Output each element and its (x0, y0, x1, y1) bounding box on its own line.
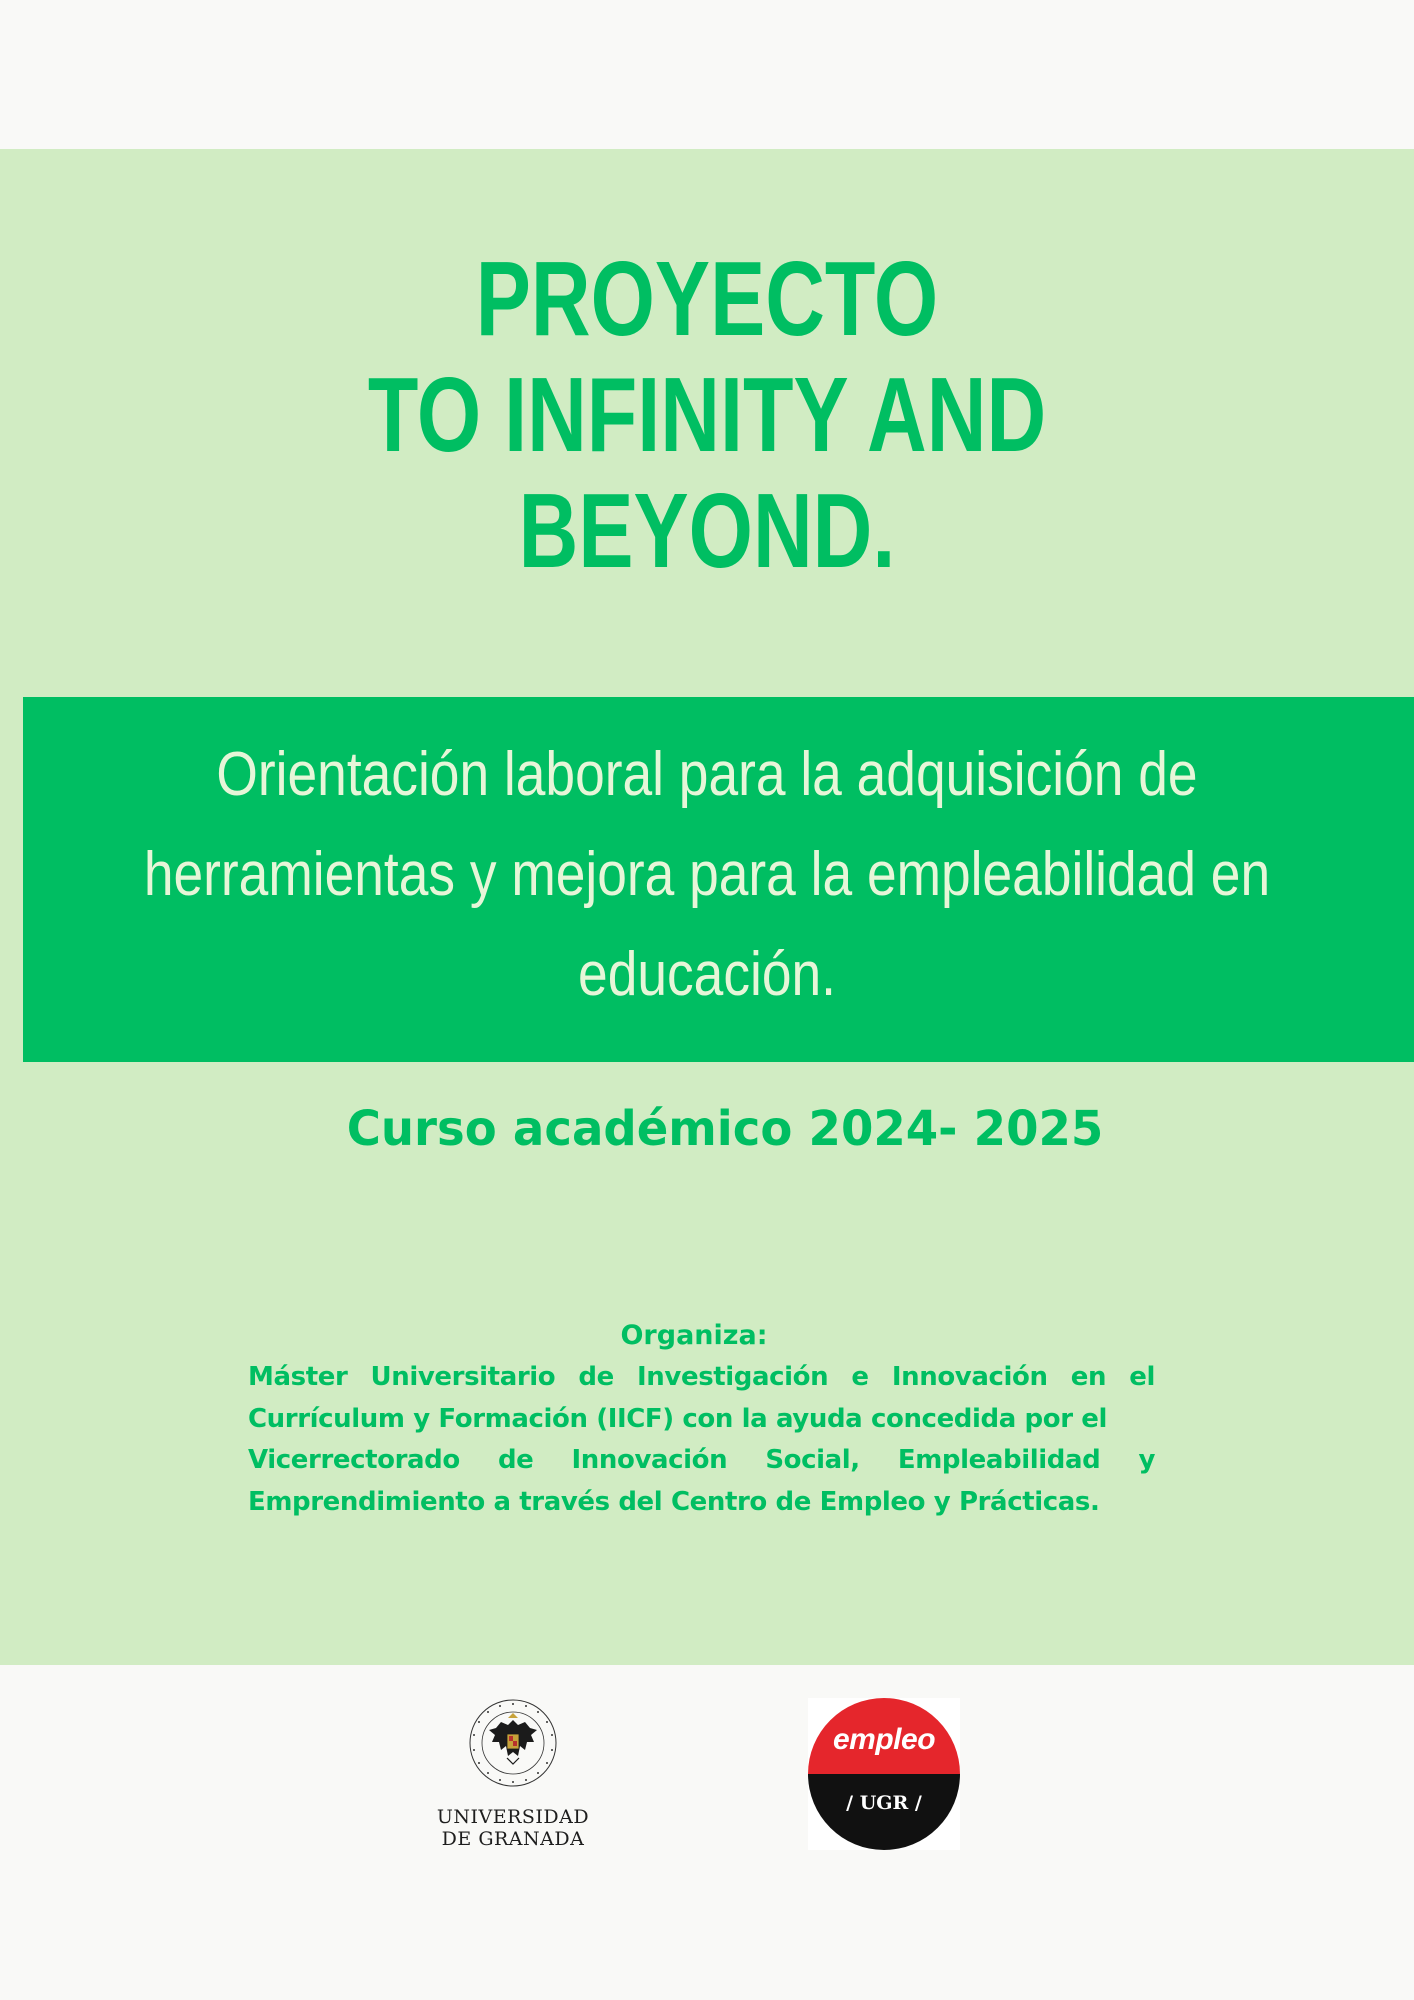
organizer-label: Organiza: (620, 1320, 768, 1351)
empleo-circle-icon (808, 1698, 960, 1850)
ugr-wordmark-line-2: DE GRANADA (441, 1828, 585, 1850)
academic-year: Curso académico 2024- 2025 (346, 1101, 1104, 1157)
subtitle-line-2: herramientas y mejora para la empleabilidad en (143, 840, 1271, 909)
ugr-wordmark-line-1: UNIVERSIDAD (436, 1806, 590, 1828)
organizer-line-1: Máster Universitario de Investigación e Innovación en el (248, 1362, 1155, 1392)
title-line-1: PROYECTO (475, 240, 939, 358)
subtitle-line-1: Orientación laboral para la adquisición de (216, 740, 1198, 809)
ugr-wordmark (428, 1806, 598, 1850)
universidad-de-granada-logo (428, 1698, 598, 1858)
organizer-line-4: Emprendimiento a través del Centro de Empleo y Prácticas. (248, 1486, 1100, 1517)
empleo-ugr-logo (808, 1698, 960, 1850)
ugr-seal-icon (468, 1698, 558, 1788)
empleo-ugr-tag: / UGR / (846, 1792, 922, 1814)
empleo-wordmark: empleo (832, 1723, 936, 1756)
title-line-2: TO INFINITY AND (367, 356, 1047, 474)
organizer-line-3: Vicerrectorado de Innovación Social, Empleabilidad y (248, 1445, 1155, 1475)
project-title (156, 241, 1259, 589)
subtitle-line-3: educación. (578, 940, 836, 1009)
project-subtitle (99, 725, 1315, 1025)
organizer-description (248, 1357, 1155, 1523)
organizer-line-2: Currículum y Formación (IICF) con la ayuda concedida por el (248, 1403, 1108, 1434)
title-line-3: BEYOND. (518, 472, 896, 590)
